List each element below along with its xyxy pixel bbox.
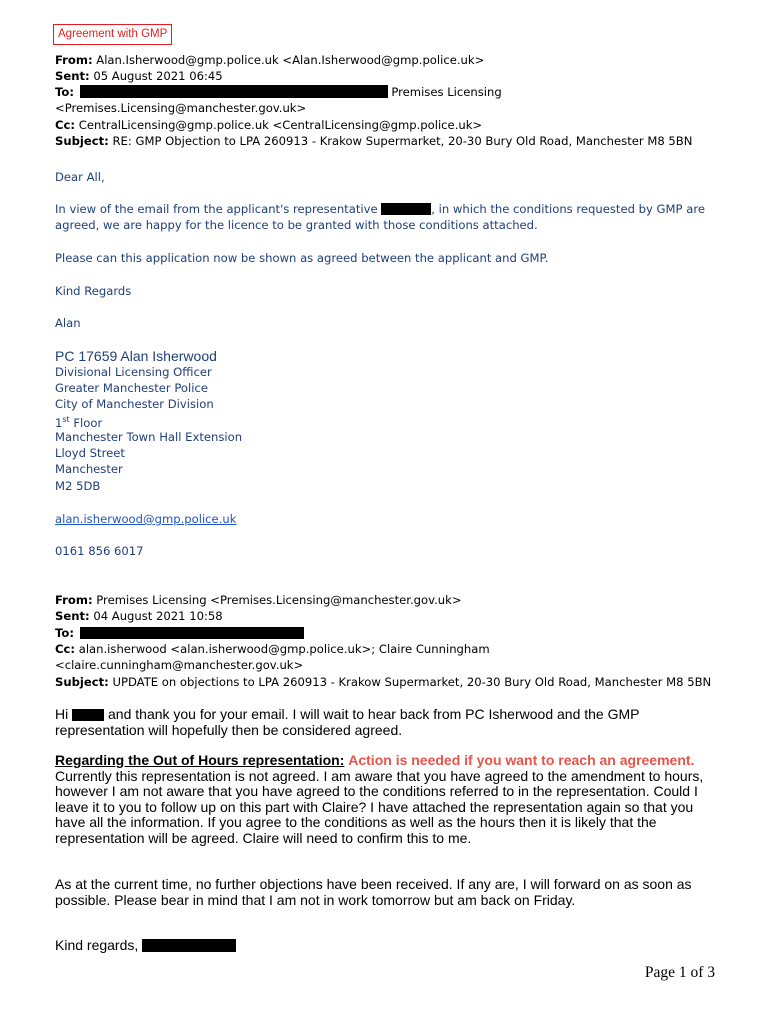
email1-para1-line1: In view of the email from the applicant's representative , in which the conditions requested by GMP are: [55, 202, 705, 216]
signature-building: Manchester Town Hall Extension: [55, 430, 243, 444]
email2-subject: Subject: UPDATE on objections to LPA 260913 - Krakow Supermarket, 20-30 Bury Old Road, Manchester M8 5BN: [55, 675, 712, 689]
page-number: Page 1 of 3: [644, 964, 715, 981]
email1-subject: Subject: RE: GMP Objection to LPA 260913 - Krakow Supermarket, 20-30 Bury Old Road, Manchester M8 5BN: [55, 134, 693, 148]
email1-sent: Sent: 05 August 2021 06:45: [55, 69, 223, 83]
email2-para3: As at the current time, no further objections have been received. If any are, I will forward on as soon as possible. Please bear in mind that I am not in work tomorrow but am back on Friday.: [55, 876, 692, 908]
email2-sent: Sent: 04 August 2021 10:58: [55, 609, 223, 623]
signature-postcode: M2 5DB: [55, 479, 101, 493]
email2-para1: Hi and thank you for your email. I will wait to hear back from PC Isherwood and the GMP representation will hopefully then be considered agreed.: [55, 706, 640, 738]
redaction-bar: [80, 627, 304, 639]
email1-signoff: Alan: [55, 316, 81, 330]
signature-email-link[interactable]: alan.isherwood@gmp.police.uk: [55, 512, 237, 526]
email2-closing: Kind regards,: [55, 938, 720, 954]
signature-role: Divisional Licensing Officer: [55, 365, 212, 379]
email2-to: To:: [55, 625, 304, 641]
email2-para2: Regarding the Out of Hours representation: Action is needed if you want to reach an agreement. Currently this representation is not agreed. I am aware that you have agreed to the amendment to hours, however I am not aware that you have agreed to the conditions referred to in the representation. Could I leave it to you to follow up on this part with Claire? I have attached the representation again so that you have all the information. If you agree to the conditions as well as the hours then it is likely that the representation will be agreed. Claire will need to confirm this to me.: [55, 752, 704, 846]
signature-division: City of Manchester Division: [55, 397, 214, 411]
email1-para1-line2: agreed, we are happy for the licence to be granted with those conditions attached.: [55, 218, 538, 232]
email1-to: To: Premises Licensing: [55, 85, 502, 99]
signature-org: Greater Manchester Police: [55, 381, 208, 395]
redaction-bar: [72, 709, 104, 721]
email1-greeting: Dear All,: [55, 170, 105, 184]
email2-from: From: Premises Licensing <Premises.Licensing@manchester.gov.uk>: [55, 593, 462, 607]
redaction-bar: [142, 939, 236, 952]
redaction-bar: [381, 203, 431, 215]
signature-city: Manchester: [55, 462, 123, 476]
agreement-tag: Agreement with GMP: [53, 24, 172, 45]
action-needed-text: Action is needed if you want to reach an agreement.: [348, 752, 695, 768]
redaction-bar: [80, 85, 388, 98]
signature-floor: 1st Floor: [55, 415, 103, 430]
email1-from: From: Alan.Isherwood@gmp.police.uk <Alan.Isherwood@gmp.police.uk>: [55, 53, 485, 67]
email1-para2: Please can this application now be shown as agreed between the applicant and GMP.: [55, 251, 549, 265]
signature-phone: 0161 856 6017: [55, 544, 144, 558]
signature-name: PC 17659 Alan Isherwood: [55, 348, 217, 364]
email1-to-address: <Premises.Licensing@manchester.gov.uk>: [55, 101, 307, 115]
out-of-hours-heading: Regarding the Out of Hours representation:: [55, 752, 345, 768]
email2-cc-address: <claire.cunningham@manchester.gov.uk>: [55, 658, 304, 672]
signature-street: Lloyd Street: [55, 446, 125, 460]
email1-cc: Cc: CentralLicensing@gmp.police.uk <CentralLicensing@gmp.police.uk>: [55, 118, 483, 132]
email2-cc: Cc: alan.isherwood <alan.isherwood@gmp.police.uk>; Claire Cunningham: [55, 642, 490, 656]
email1-closing: Kind Regards: [55, 284, 132, 298]
